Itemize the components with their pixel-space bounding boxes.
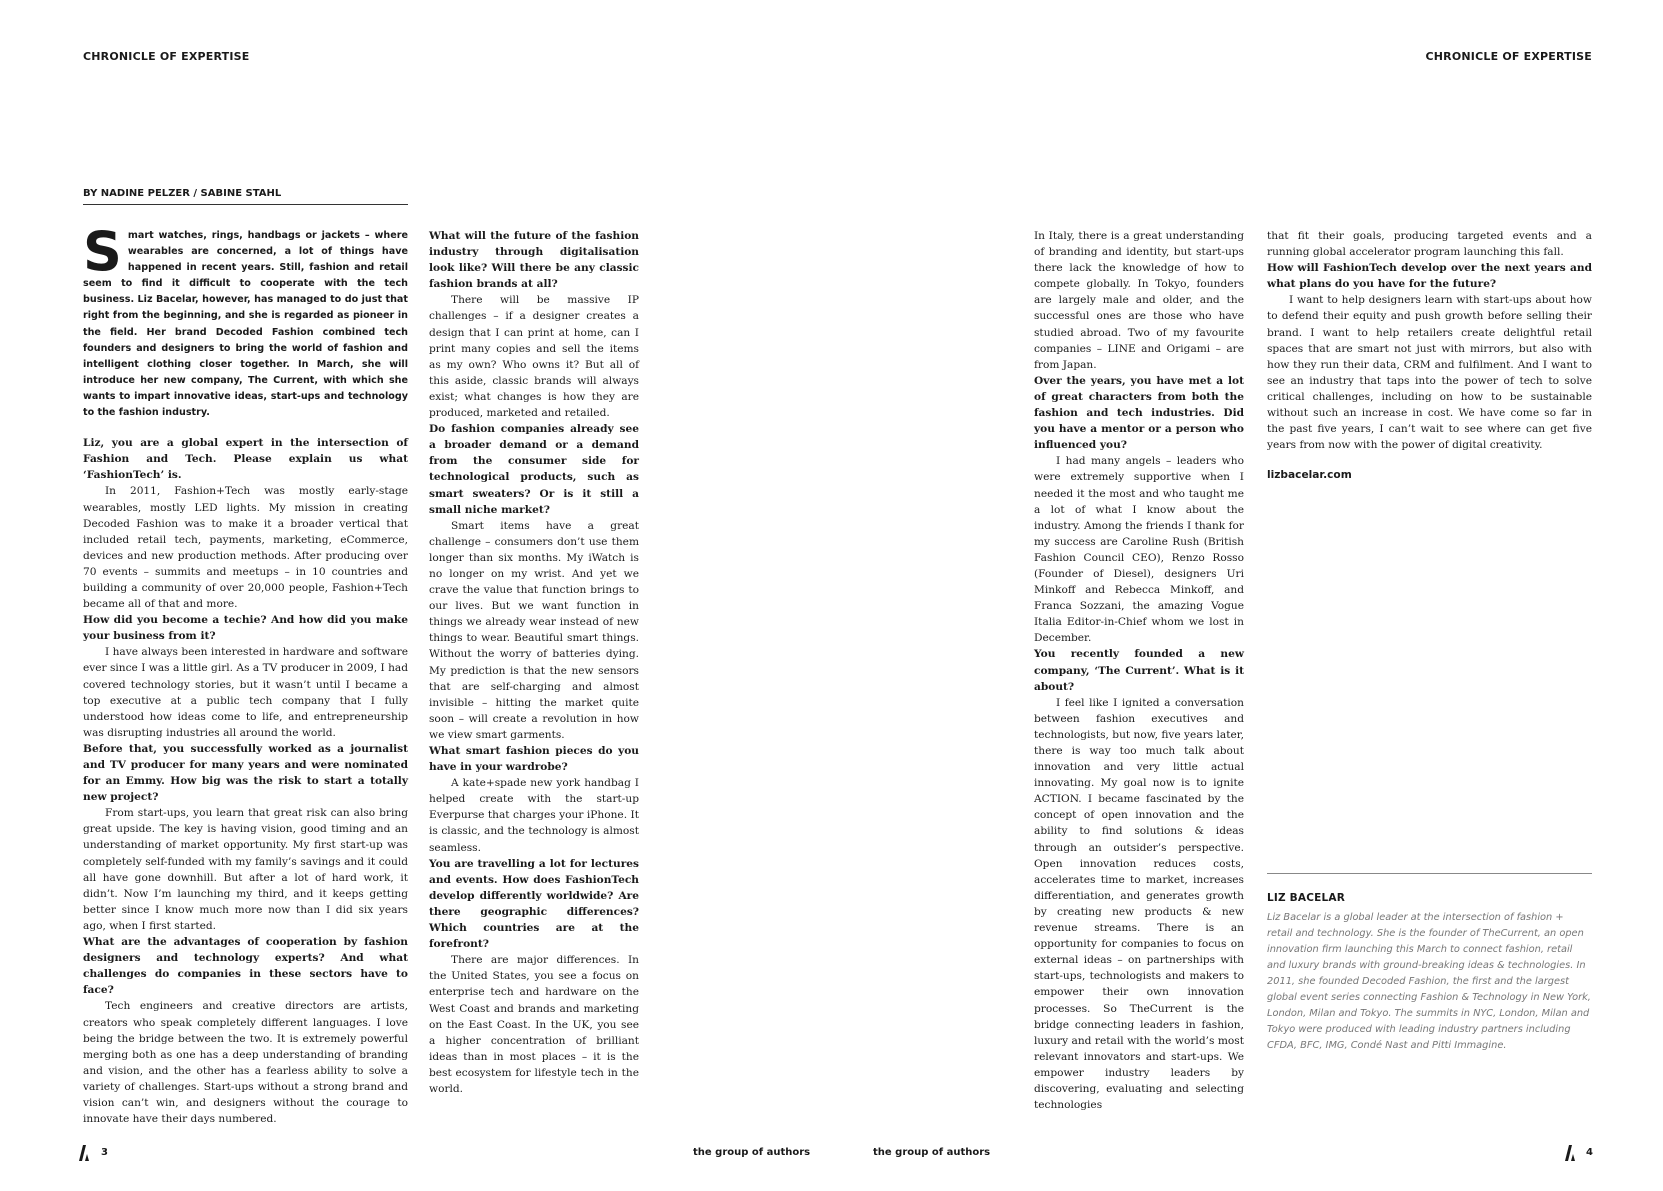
column-body: [1034, 228, 1244, 1113]
interview-answer: I want to help designers learn with start-ups about how to defend their equity and push growth before selling their brand. I want to help retailers create delightful retail spaces that are smart not just with mirrors, but also with how they run their data, CRM and fulfilment. And I want to see an industry that taps into the power of tech to solve critical challenges, including on how to be sustainable without such an increase in cost. We have come so far in the past five years, I can’t wait to see where can get five years from now with the power of digital creativity.: [1267, 294, 1592, 452]
article-column-4: [1267, 228, 1592, 483]
interview-question: Before that, you successfully worked as a journalist and TV producer for many years and were nominated for an Emmy. How big was the risk to start a totally new project?: [83, 742, 408, 804]
interview-answer: There will be massive IP challenges – if a designer creates a design that I can print at home, can I print many copies and sell the items as my own? Who owns it? But all of this aside, classic brands will always exist; what changes is how they are produced, marketed and retailed.: [429, 294, 639, 420]
right-page-number: 4: [1586, 1147, 1593, 1158]
interview-question: How did you become a techie? And how did you make your business from it?: [83, 614, 408, 643]
interview-answer: There are major differences. In the United States, you see a focus on enterprise tech and hardware on the West Coast and brands and marketing on the East Coast. In the UK, you see a higher concentration of brilliant ideas than in most places – it is the best ecosystem for lifestyle tech in the world.: [429, 954, 639, 1095]
interview-answer: A kate+spade new york handbag I helped create with the start-up Everpurse that charges your iPhone. It is classic, and the technology is almost seamless.: [429, 777, 639, 854]
interview-answer: Tech engineers and creative directors are artists, creators who speak completely different languages. I love being the bridge between the two. It is extremely powerful merging both as one has a deep understanding of branding and vision, and the other has a fearless ability to solve a variety of challenges. Start-ups without a strong brand and vision can’t win, and designers without the courage to innovate have their days numbered.: [83, 1000, 408, 1126]
interview-answer: In 2011, Fashion+Tech was mostly early-stage wearables, mostly LED lights. My mission in creating Decoded Fashion was to make it a broader vertical that included retail tech, payments, marketing, eCommerce, devices and new production methods. After producing over 70 events – summits and meetups – in 10 countries and building a community of over 20,000 people, Fashion+Tech became all of that and more.: [83, 485, 408, 611]
bio-name: LIZ BACELAR: [1267, 892, 1345, 904]
interview-answer: Smart items have a great challenge – consumers don’t use them longer than six months. My iWatch is no longer on my wrist. And yet we crave the value that function brings to our lives. But we want function in things we already wear instead of new things to wear. Beautiful smart things. Without the worry of batteries dying. My prediction is that the new sensors that are self-charging and almost invisible – hitting the market quite soon – will create a revolution in how we view smart garments.: [429, 519, 639, 741]
interview-answer: From start-ups, you learn that great risk can also bring great upside. The key is having vision, good timing and an understanding of market opportunity. My first start-up was completely self-funded with my family’s savings and it could all have gone downhill. But after a lot of hard work, it didn’t. Now I’m launching my third, and it keeps getting better since I know much more now than I did six years ago, when I first started.: [83, 807, 408, 932]
column-body: [1267, 228, 1592, 453]
byline: BY NADINE PELZER / SABINE STAHL: [83, 188, 408, 205]
article-column-2: [429, 228, 639, 1097]
interview-answer: I have always been interested in hardware and software ever since I was a little girl. As a TV producer in 2009, I had covered technology stories, but it wasn’t until I became a top executive at a public tech company that I fully understood how ideas come to life, and entrepreneurship was disrupting industries all around the world.: [83, 646, 408, 739]
website-link[interactable]: lizbacelar.com: [1267, 469, 1352, 482]
column-body: [83, 435, 408, 1127]
interview-question: You recently founded a new company, ‘The Current’. What is it about?: [1034, 648, 1244, 693]
interview-question: Liz, you are a global expert in the intersection of Fashion and Tech. Please explain us what ‘FashionTech’ is.: [83, 437, 408, 482]
article-column-1: [83, 220, 408, 1127]
interview-question: Over the years, you have met a lot of great characters from both the fashion and tech industries. Did you have a mentor or a person who influenced you?: [1034, 374, 1244, 452]
lead-text: mart watches, rings, handbags or jackets – where wearables are concerned, a lot of things have happened in recent years. Still, fashion and retail seem to find it difficult to cooperate with the tech business. Liz Bacelar, however, has managed to do just that right from the beginning, and she is regarded as pioneer in the field. Her brand Decoded Fashion combined tech founders and designers to bring the world of fashion and intelligent clothing closer together. In March, she will introduce her new company, The Current, with which she wants to impart innovative ideas, start-ups and technology to the fashion industry.: [83, 230, 408, 419]
publisher-logo-icon: [1562, 1145, 1576, 1161]
interview-question: You are travelling a lot for lectures and events. How does FashionTech develop differently worldwide? Are there geographic differences? Which countries are at the forefront?: [429, 857, 639, 951]
interview-question: Do fashion companies already see a broader demand or a demand from the consumer side for technological products, such as smart sweaters? Or is it still a small niche market?: [429, 423, 639, 516]
left-footer-text: the group of authors: [693, 1147, 811, 1158]
continued-paragraph: In Italy, there is a great understanding of branding and identity, but start-ups there lack the knowledge of how to compete globally. In Tokyo, founders are largely male and older, and the successful ones are those who have studied abroad. Two of my favourite companies – LINE and Origami – are from Japan.: [1034, 230, 1244, 371]
interview-question: What will the future of the fashion industry through digitalisation look like? Will there be any classic fashion brands at all?: [429, 230, 639, 291]
drop-cap: S: [83, 220, 122, 283]
column-body: [429, 228, 639, 1097]
left-page-number: 3: [101, 1147, 108, 1158]
article-lead: [83, 220, 408, 421]
interview-question: What are the advantages of cooperation by fashion designers and technology experts? And what challenges do companies in these sectors have to face?: [83, 936, 408, 997]
interview-question: How will FashionTech develop over the next years and what plans do you have for the future?: [1267, 262, 1592, 291]
bio-text: Liz Bacelar is a global leader at the intersection of fashion + retail and technology. She is the founder of TheCurrent, an open innovation firm launching this March to connect fashion, retail and luxury brands with ground-breaking ideas & technologies. In 2011, she founded Decoded Fashion, the first and the largest global event series connecting Fashion & Technology in New York, London, Milan and Tokyo. The summits in NYC, London, Milan and Tokyo were produced with leading industry partners including CFDA, BFC, IMG, Condé Nast and Pitti Immagine.: [1267, 912, 1591, 1051]
interview-question: What smart fashion pieces do you have in your wardrobe?: [429, 745, 639, 774]
left-running-header: CHRONICLE OF EXPERTISE: [83, 50, 250, 63]
right-footer-text: the group of authors: [873, 1147, 991, 1158]
bio-divider: [1267, 873, 1592, 874]
publisher-logo-icon: [76, 1145, 90, 1161]
interview-answer: I had many angels – leaders who were extremely supportive when I needed it the most and who taught me a lot of what I know about the industry. Among the friends I thank for my success are Caroline Rush (British Fashion Council CEO), Renzo Rosso (Founder of Diesel), designers Uri Minkoff and Rebecca Minkoff, and Franca Sozzani, the amazing Vogue Italia Editor-in-Chief whom we lost in December.: [1034, 455, 1244, 645]
continued-paragraph: that fit their goals, producing targeted events and a running global accelerator program launching this fall.: [1267, 230, 1592, 259]
article-column-3: [1034, 228, 1244, 1113]
interview-answer: I feel like I ignited a conversation between fashion executives and technologists, but now, five years later, there is way too much talk about innovation and very little actual innovating. My goal now is to ignite ACTION. I became fascinated by the concept of open innovation and the ability to find solutions & ideas through an outsider’s perspective. Open innovation reduces costs, accelerates time to market, increases differentiation, and generates growth by creating new products & new revenue streams. There is an opportunity for companies to focus on external ideas – on partnerships with start-ups, technologists and makers to empower their own innovation processes. So TheCurrent is the bridge connecting leaders in fashion, luxury and retail with the world’s most relevant innovators and start-ups. We empower industry leaders by discovering, evaluating and selecting technologies: [1034, 696, 1244, 1112]
right-running-header: CHRONICLE OF EXPERTISE: [1425, 50, 1592, 63]
